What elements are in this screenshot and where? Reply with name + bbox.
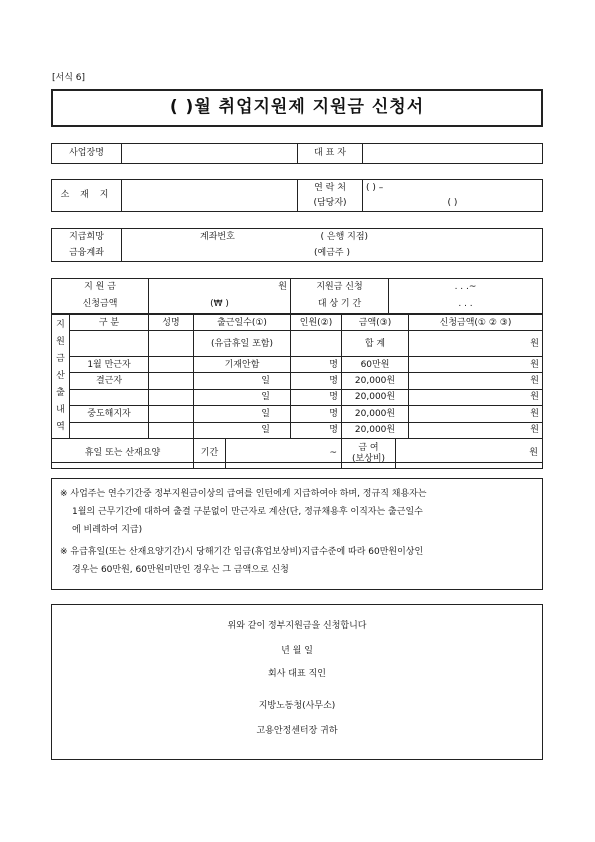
subheader-category: [70, 331, 149, 357]
row-people-field[interactable]: 명: [291, 373, 342, 389]
row-category: 1월 만근자: [70, 357, 149, 373]
side-char-1: 지: [56, 320, 65, 330]
table-row: [52, 357, 543, 373]
row-category: [70, 389, 149, 405]
row-people-field[interactable]: 명: [291, 389, 342, 405]
side-char-6: 내: [56, 405, 65, 415]
row-amount: 20,000원: [342, 373, 409, 389]
row-name-field[interactable]: [149, 406, 194, 422]
row-name-field[interactable]: [149, 357, 194, 373]
note-2-line-1: ※ 유급휴일(또는 산재요양기간)시 당해기간 임금(휴업보상비)지급수준에 따라 60만원이상인: [60, 547, 424, 557]
table-row: [52, 373, 543, 389]
calc-side-label: [52, 315, 70, 439]
period-label: 지원금 신청: [291, 279, 389, 297]
account-number-label: 계좌번호: [200, 231, 235, 242]
side-char-3: 금: [56, 354, 65, 364]
representative-field[interactable]: [363, 144, 543, 164]
notes-box: [51, 478, 543, 590]
bank-section: [51, 228, 543, 262]
subsidy-summary: [51, 278, 543, 314]
form-number-label: [서식 6]: [52, 73, 85, 83]
contact-label: 연 락 처: [298, 180, 363, 196]
row-days-field[interactable]: 일: [194, 422, 291, 438]
note-2-line-2: 경우는 60만원, 60만원미만인 경우는 그 금액으로 신청: [72, 565, 289, 575]
wage-amount-field[interactable]: 원: [529, 448, 538, 459]
declaration-office: 지방노동청(사무소): [258, 701, 336, 711]
row-people-field[interactable]: 명: [291, 422, 342, 438]
header-request: 신청금액(① ② ③): [409, 315, 543, 331]
row-amount: 20,000원: [342, 406, 409, 422]
row-days-field[interactable]: 일: [194, 373, 291, 389]
subsidy-amount-label-2: 신청금액: [52, 296, 149, 314]
note-1-line-3: 에 비례하여 지급): [72, 525, 143, 535]
total-label: 합 계: [342, 331, 409, 357]
leave-period-cell: [194, 439, 342, 469]
subheader-name: [149, 331, 194, 357]
total-amount-field[interactable]: 원: [409, 331, 543, 357]
row-request-field[interactable]: 원: [409, 373, 543, 389]
row-days-field[interactable]: 일: [194, 406, 291, 422]
bank-branch-field[interactable]: ( 은행 지점): [320, 231, 369, 242]
note-1-line-2: 1월의 근무기간에 대하여 출결 구분없이 만근자로 계산(단, 정규채용후 이직자는 출근일수: [72, 507, 423, 517]
leave-period-field[interactable]: ~: [329, 448, 337, 459]
leave-row: [52, 439, 543, 469]
declaration-date-field[interactable]: 년 월 일: [281, 646, 313, 656]
bank-account-line[interactable]: [122, 229, 543, 246]
row-amount: 20,000원: [342, 389, 409, 405]
row-name-field[interactable]: [149, 422, 194, 438]
leave-label: 휴일 또는 산재요양: [52, 439, 194, 469]
subheader-people: [291, 331, 342, 357]
leave-wage-cell: [342, 439, 543, 469]
side-char-5: 출: [56, 388, 65, 398]
row-people-field[interactable]: 명: [291, 406, 342, 422]
note-1-line-1: ※ 사업주는 연수기간중 정부지원금이상의 급여를 인턴에게 지급하여야 하며, 정규직 채용자는: [60, 489, 427, 499]
row-request-field[interactable]: 원: [409, 389, 543, 405]
title-box: [51, 89, 543, 127]
header-amount: 금액(③): [342, 315, 409, 331]
side-char-7: 역: [56, 422, 65, 432]
declaration-statement: 위와 같이 정부지원금을 신청합니다: [227, 621, 367, 631]
subsidy-amount-unit[interactable]: 원: [149, 279, 291, 297]
period-start-field[interactable]: . . .~: [389, 279, 543, 297]
row-name-field[interactable]: [149, 389, 194, 405]
row-category: 결근자: [70, 373, 149, 389]
table-row: [52, 406, 543, 422]
table-row: [52, 422, 543, 438]
business-name-field[interactable]: [122, 144, 298, 164]
table-row: [52, 389, 543, 405]
contact-phone-field[interactable]: ( ) –: [363, 180, 543, 196]
calculation-table: [51, 314, 543, 463]
business-section: [51, 143, 543, 164]
period-end-field[interactable]: . . .: [389, 296, 543, 314]
row-amount: 20,000원: [342, 422, 409, 438]
bank-label-line1: 지급희망: [52, 229, 122, 246]
contact-person-label: (담당자): [298, 196, 363, 212]
row-days-field[interactable]: 기재안함: [194, 357, 291, 373]
address-section: [51, 179, 543, 212]
wage-label: [342, 439, 396, 468]
subsidy-amount-label: 지 원 금: [52, 279, 149, 297]
side-char-4: 산: [56, 371, 65, 381]
bank-label-line2: 금융계좌: [52, 245, 122, 262]
row-request-field[interactable]: 원: [409, 406, 543, 422]
leave-period-label: 기간: [194, 439, 226, 468]
row-days-field[interactable]: 일: [194, 389, 291, 405]
header-category: 구 분: [70, 315, 149, 331]
row-amount: 60만원: [342, 357, 409, 373]
declaration-recipient: 고용안정센터장 귀하: [256, 726, 338, 736]
row-category: 중도해지자: [70, 406, 149, 422]
address-label: 소 재 지: [52, 180, 122, 212]
subsidy-amount-won-field[interactable]: (₩ ): [149, 296, 291, 314]
wage-label-line2: (보상비): [351, 453, 386, 464]
period-label-2: 대 상 기 간: [291, 296, 389, 314]
header-days: 출근일수(①): [194, 315, 291, 331]
row-request-field[interactable]: 원: [409, 422, 543, 438]
row-category: [70, 422, 149, 438]
side-char-2: 원: [56, 337, 65, 347]
business-name-label: 사업장명: [52, 144, 122, 164]
account-holder-field[interactable]: (예금주 ): [122, 245, 543, 262]
representative-label: 대 표 자: [298, 144, 363, 164]
row-name-field[interactable]: [149, 373, 194, 389]
row-people-field[interactable]: 명: [291, 357, 342, 373]
header-people: 인원(②): [291, 315, 342, 331]
days-note: (유급휴일 포함): [194, 331, 291, 357]
address-field[interactable]: [122, 180, 298, 212]
contact-person-field[interactable]: ( ): [363, 196, 543, 212]
declaration-signer[interactable]: 회사 대표 직인: [268, 669, 326, 679]
declaration-box: [51, 604, 543, 760]
row-request-field[interactable]: 원: [409, 357, 543, 373]
header-name: 성명: [149, 315, 194, 331]
wage-label-line1: 금 여: [358, 443, 379, 454]
form-title: ( )월 취업지원제 지원금 신청서: [169, 97, 425, 118]
